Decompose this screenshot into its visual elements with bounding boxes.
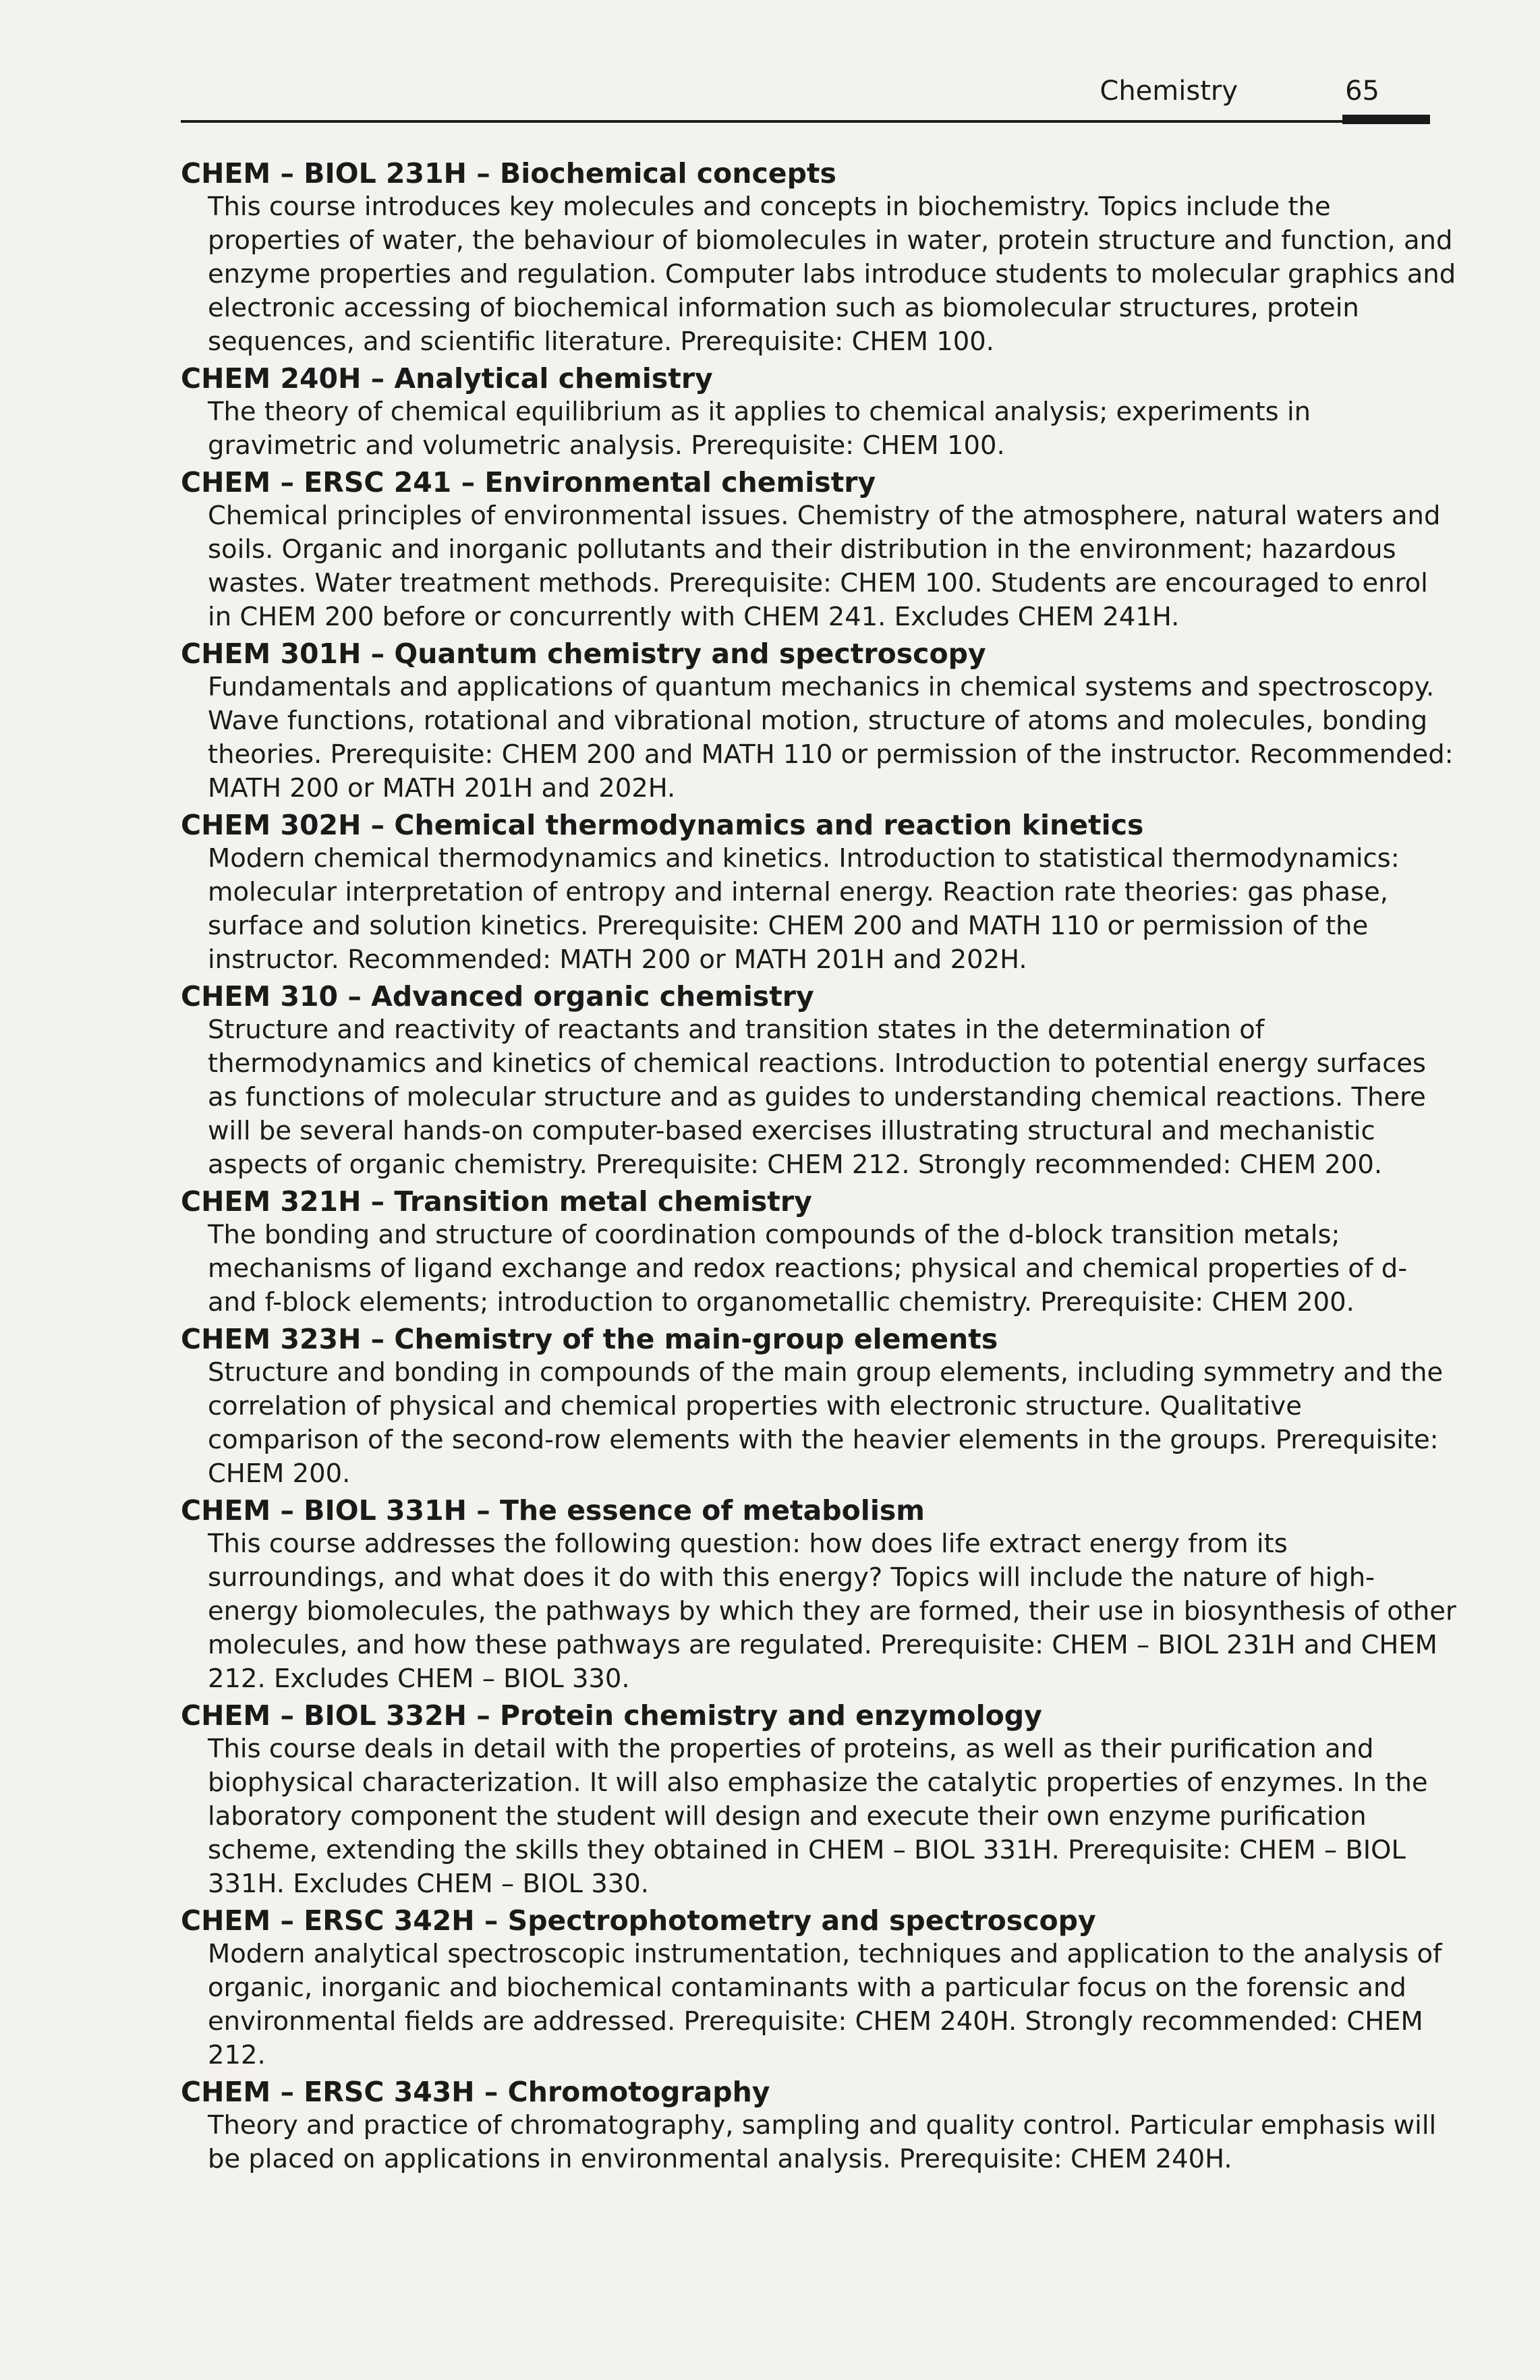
course-entry (181, 1494, 1459, 1696)
course-title: CHEM – ERSC 343H – Chromotography (181, 2076, 770, 2108)
header-rule (181, 120, 1430, 123)
course-title: CHEM – ERSC 342H – Spectrophotometry and spectroscopy (181, 1904, 1096, 1937)
course-description: The bonding and structure of coordination compounds of the d-block transition metals; mechanisms of ligand exchange and redox reactions; physical and chemical properties of d- and f-block elements; introduction to organometallic chemistry. Prerequisite: CHEM 200. (208, 1220, 1408, 1318)
course-description: Fundamentals and applications of quantum mechanics in chemical systems and spectroscopy. Wave functions, rotational and vibrational motion, structure of atoms and molecules, bonding theories. Prerequisite: CHEM 200 and MATH 110 or permission of the instructor. Recommended: MATH 200 or MATH 201H and 202H. (208, 672, 1454, 803)
course-entry (181, 1699, 1459, 1901)
course-entry (181, 157, 1459, 359)
course-title: CHEM 323H – Chemistry of the main-group elements (181, 1323, 998, 1355)
course-title: CHEM 321H – Transition metal chemistry (181, 1185, 812, 1218)
course-title: CHEM 240H – Analytical chemistry (181, 362, 713, 395)
course-description: This course introduces key molecules and concepts in biochemistry. Topics include the properties of water, the behaviour of biomolecules in water, protein structure and function, and enzyme properties and regulation. Computer labs introduce students to molecular graphics and electronic accessing of biochemical information such as biomolecular structures, protein sequences, and scientific literature. Prerequisite: CHEM 100. (208, 192, 1456, 357)
course-entry (181, 465, 1459, 634)
course-entry (181, 2075, 1459, 2176)
course-title: CHEM 301H – Quantum chemistry and spectroscopy (181, 638, 986, 670)
course-entry (181, 980, 1459, 1182)
course-title: CHEM – BIOL 331H – The essence of metabolism (181, 1494, 925, 1527)
course-entry (181, 1904, 1459, 2072)
course-title: CHEM – BIOL 332H – Protein chemistry and enzymology (181, 1699, 1042, 1732)
course-entry (181, 1322, 1459, 1491)
section-title: Chemistry (1100, 76, 1238, 107)
course-description: This course deals in detail with the properties of proteins, as well as their purification and biophysical characterization. It will also emphasize the catalytic properties of enzymes. In the laboratory component the student will design and execute their own enzyme purification scheme, extending the skills they obtained in CHEM – BIOL 331H. Prerequisite: CHEM – BIOL 331H. Excludes CHEM – BIOL 330. (208, 1734, 1428, 1899)
course-entry (181, 1185, 1459, 1320)
course-description: This course addresses the following question: how does life extract energy from its surroundings, and what does it do with this energy? Topics will include the nature of high-energy biomolecules, the pathways by which they are formed, their use in biosynthesis of other molecules, and how these pathways are regulated. Prerequisite: CHEM – BIOL 231H and CHEM 212. Excludes CHEM – BIOL 330. (208, 1529, 1456, 1694)
course-description: Modern analytical spectroscopic instrumentation, techniques and application to the analysis of organic, inorganic and biochemical contaminants with a particular focus on the forensic and environmental fields are addressed. Prerequisite: CHEM 240H. Strongly recommended: CHEM 212. (208, 1939, 1442, 2070)
course-description: Structure and bonding in compounds of the main group elements, including symmetry and the correlation of physical and chemical properties with electronic structure. Qualitative comparison of the second-row elements with the heavier elements in the groups. Prerequisite: CHEM 200. (208, 1357, 1444, 1489)
running-head (181, 67, 1430, 121)
course-list (181, 157, 1459, 2179)
course-description: Modern chemical thermodynamics and kinetics. Introduction to statistical thermodynamics: molecular interpretation of entropy and internal energy. Reaction rate theories: gas phase, surface and solution kinetics. Prerequisite: CHEM 200 and MATH 110 or permission of the instructor. Recommended: MATH 200 or MATH 201H and 202H. (208, 843, 1400, 975)
course-description: Chemical principles of environmental issues. Chemistry of the atmosphere, natural waters and soils. Organic and inorganic pollutants and their distribution in the environment; hazardous wastes. Water treatment methods. Prerequisite: CHEM 100. Students are encouraged to enrol in CHEM 200 before or concurrently with CHEM 241. Excludes CHEM 241H. (208, 501, 1441, 632)
course-title: CHEM – BIOL 231H – Biochemical concepts (181, 157, 836, 190)
page-number: 65 (1345, 76, 1379, 107)
header-rule-accent (1342, 115, 1430, 124)
course-description: Theory and practice of chromatography, sampling and quality control. Particular emphasis will be placed on applications in environmental analysis. Prerequisite: CHEM 240H. (208, 2110, 1437, 2174)
course-description: The theory of chemical equilibrium as it applies to chemical analysis; experiments in gravimetric and volumetric analysis. Prerequisite: CHEM 100. (208, 397, 1311, 461)
course-entry (181, 637, 1459, 805)
course-title: CHEM – ERSC 241 – Environmental chemistry (181, 466, 876, 499)
course-description: Structure and reactivity of reactants and transition states in the determination of thermodynamics and kinetics of chemical reactions. Introduction to potential energy surfaces as functions of molecular structure and as guides to understanding chemical reactions. There will be several hands-on computer-based exercises illustrating structural and mechanistic aspects of organic chemistry. Prerequisite: CHEM 212. Strongly recommended: CHEM 200. (208, 1015, 1426, 1180)
course-title: CHEM 302H – Chemical thermodynamics and reaction kinetics (181, 809, 1144, 841)
course-title: CHEM 310 – Advanced organic chemistry (181, 980, 814, 1013)
course-entry (181, 808, 1459, 977)
course-entry (181, 362, 1459, 463)
